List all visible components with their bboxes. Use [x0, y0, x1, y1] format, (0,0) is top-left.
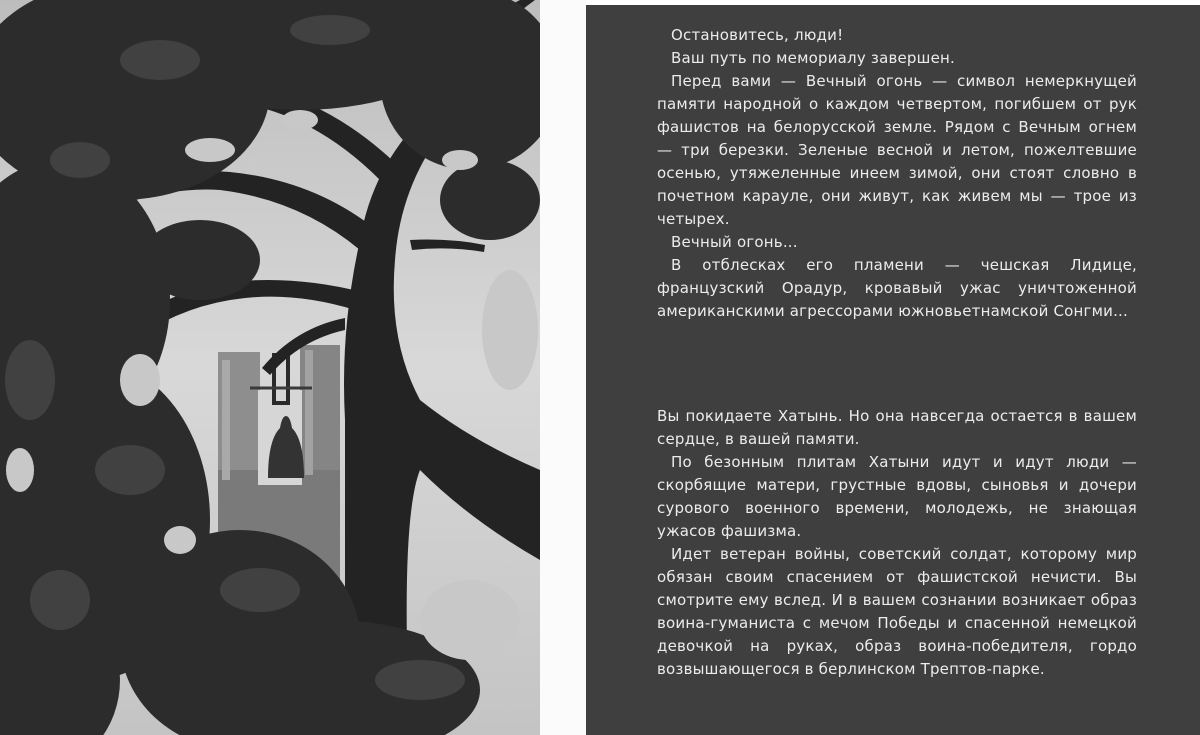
text-page [586, 5, 1200, 735]
paragraph: В отблесках его пламени — чешская Лидице, французский Орадур, кровавый ужас уничтоженной американскими агрессорами южновьетнамской Сонгми... [657, 256, 1137, 320]
paragraph: Вы покидаете Хатынь. Но она навсегда остается в вашем сердце, в вашей памяти. [657, 407, 1137, 448]
page-gutter [540, 0, 586, 735]
tree-bell-tower-photo [0, 0, 540, 735]
paragraph: По безонным плитам Хатыни идут и идут люди — скорбящие матери, грустные вдовы, сыновья и дочери сурового военного времени, молодежь, не знающая ужасов фашизма. [657, 453, 1137, 540]
paragraph: Перед вами — Вечный огонь — символ немеркнущей памяти народной о каждом четвертом, погибшем от рук фашистов на белорусской земле. Рядом с Вечным огнем — три березки. Зеленые весной и летом, пожелтевшие осенью, утяжеленные инеем зимой, они стоят словно в почетном карауле, они живут, как живем мы — трое из четырех. [657, 72, 1137, 228]
paragraph: Остановитесь, люди! [671, 26, 844, 44]
photo-illustration [0, 0, 540, 735]
text-block-upper [657, 24, 1137, 323]
text-block-lower [657, 405, 1137, 681]
paragraph: Вечный огонь... [671, 233, 798, 251]
paragraph: Ваш путь по мемориалу завершен. [671, 49, 955, 67]
paragraph: Идет ветеран войны, советский солдат, которому мир обязан своим спасением от фашистской нечисти. Вы смотрите ему вслед. И в вашем сознании возникает образ воина-гуманиста с мечом Победы и спасенной немецкой девочкой на руках, образ воина-победителя, гордо возвышающегося в берлинском Трептов-парке. [657, 545, 1137, 678]
